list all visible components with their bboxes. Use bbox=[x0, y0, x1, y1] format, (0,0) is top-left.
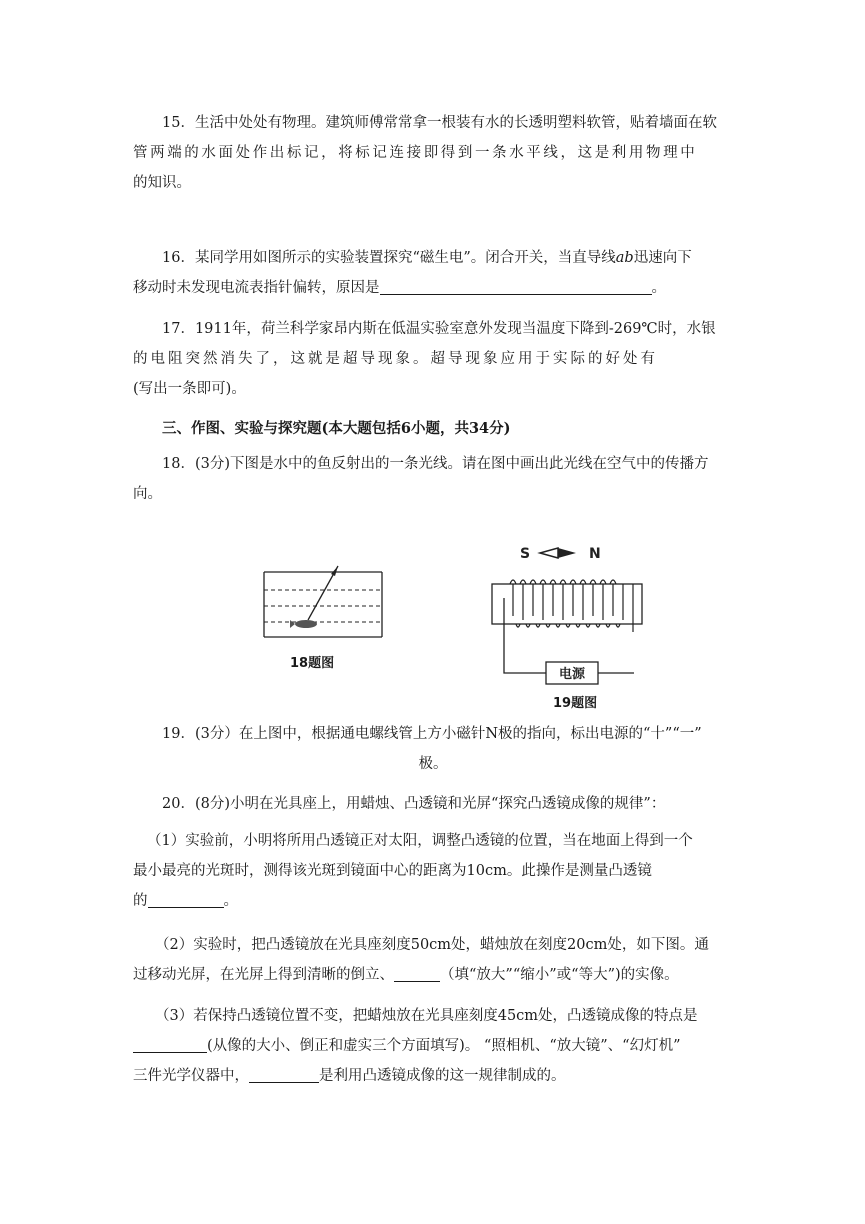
q17-line1: 17．1911年，荷兰科学家昂内斯在低温实验室意外发现当温度下降到-269℃时，水银 bbox=[162, 321, 716, 337]
section-3-title: 三、作图、实验与探究题(本大题包括6小题，共34分) bbox=[162, 420, 511, 437]
question-16 bbox=[133, 243, 733, 303]
q20-p3-line1: （3）若保持凸透镜位置不变，把蜡烛放在光具座刻度45cm处，凸透镜成像的特点是 bbox=[155, 1008, 698, 1024]
question-20 bbox=[133, 789, 733, 819]
q16-line1: 16．某同学用如图所示的实验装置探究“磁生电”。闭合开关，当直导线 bbox=[162, 250, 616, 266]
q15-line2: 管两端的水面处作出标记，将标记连接即得到一条水平线，这是利用物理中 bbox=[133, 145, 698, 161]
question-17 bbox=[133, 314, 733, 404]
figure-18-caption: 18题图 bbox=[290, 656, 335, 671]
figure-19 bbox=[488, 540, 658, 715]
q20-p3-line3-end: 是利用凸透镜成像的这一规律制成的。 bbox=[319, 1068, 566, 1084]
question-20-part-3 bbox=[133, 1001, 733, 1091]
question-15 bbox=[133, 108, 733, 198]
q20-p1-line3-end: 。 bbox=[223, 893, 238, 909]
fish-water-diagram bbox=[260, 560, 385, 640]
q19-line1: 19．(3分）在上图中，根据通电螺线管上方小磁针N极的指向，标出电源的“十”“一” bbox=[162, 726, 702, 742]
q20-p1-line2: 最小最亮的光斑时，测得该光斑到镜面中心的距离为10cm。此操作是测量凸透镜 bbox=[133, 863, 652, 879]
q20-p1-line3: 的 bbox=[133, 893, 148, 909]
q20-p2-answer-blank[interactable] bbox=[394, 965, 440, 982]
question-18 bbox=[133, 449, 733, 509]
wire-ab-label: ab bbox=[615, 250, 634, 266]
q20-p2-line1: （2）实验时，把凸透镜放在光具座刻度50cm处，蜡烛放在刻度20cm处，如下图。通 bbox=[155, 937, 709, 953]
compass-needle-icon bbox=[540, 548, 558, 558]
figure-18 bbox=[260, 560, 385, 680]
q15-line1: 15．生活中处处有物理。建筑师傅常常拿一根装有水的长透明塑料软管，贴着墙面在软 bbox=[162, 115, 717, 131]
q19-line2: 极。 bbox=[418, 756, 448, 772]
figure-19-caption: 19题图 bbox=[553, 696, 598, 711]
pole-n-label: N bbox=[589, 546, 601, 562]
q16-line2: 移动时未发现电流表指针偏转，原因是 bbox=[133, 280, 380, 296]
q20-p1-line1: （1）实验前，小明将所用凸透镜正对太阳，调整凸透镜的位置，当在地面上得到一个 bbox=[147, 833, 693, 849]
question-20-part-1 bbox=[133, 826, 733, 916]
q20-p2-line2-end: （填“放大”“缩小”或“等大”)的实像。 bbox=[440, 967, 679, 983]
q20-p3-answer-blank-1[interactable] bbox=[133, 1036, 207, 1053]
q20-p3-answer-blank-2[interactable] bbox=[249, 1066, 319, 1083]
pole-s-label: S bbox=[520, 546, 531, 562]
q17-line2: 的电阻突然消失了，这就是超导现象。超导现象应用于实际的好处有 bbox=[133, 351, 658, 367]
q15-line3: 的知识。 bbox=[133, 175, 191, 191]
q20-p3-line3-start: 三件光学仪器中， bbox=[133, 1068, 249, 1084]
q16-line1-end: 迅速向下 bbox=[633, 250, 692, 266]
q18-line2: 向。 bbox=[133, 486, 162, 502]
section-3-heading bbox=[133, 414, 733, 444]
q20-p1-answer-blank[interactable] bbox=[148, 891, 224, 908]
q16-line2-end: 。 bbox=[651, 280, 666, 296]
q16-answer-blank[interactable] bbox=[380, 278, 652, 295]
q20-p2-line2: 过移动光屏，在光屏上得到清晰的倒立、 bbox=[133, 967, 394, 983]
q20-line1: 20．(8分)小明在光具座上，用蜡烛、凸透镜和光屏“探究凸透镜成像的规律”： bbox=[162, 796, 666, 812]
q18-line1: 18．(3分)下图是水中的鱼反射出的一条光线。请在图中画出此光线在空气中的传播方 bbox=[162, 456, 709, 472]
q17-line3: (写出一条即可)。 bbox=[133, 381, 246, 397]
power-source-label: 电源 bbox=[558, 667, 586, 682]
question-19 bbox=[133, 719, 733, 779]
q20-p3-line2-end: (从像的大小、倒正和虚实三个方面填写)。 “照相机、“放大镜”、“幻灯机” bbox=[207, 1038, 681, 1054]
solenoid-diagram bbox=[488, 540, 658, 690]
question-20-part-2 bbox=[133, 930, 733, 990]
